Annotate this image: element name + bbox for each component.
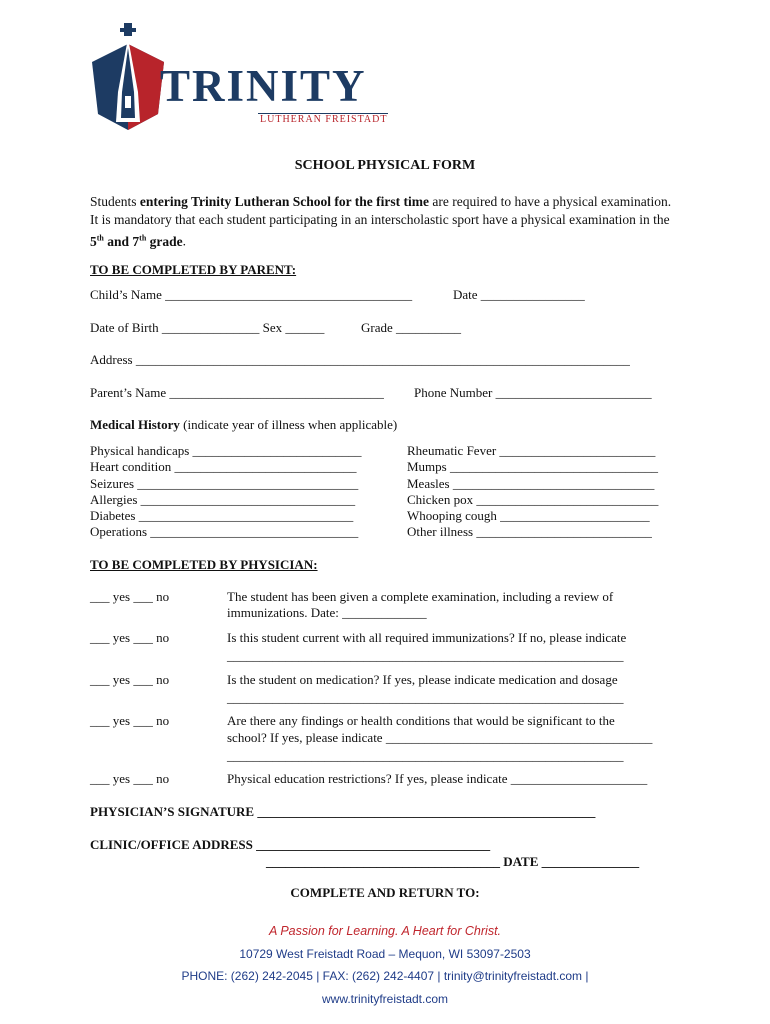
intro-emphasis: entering Trinity Lutheran School for the first time (139, 194, 429, 209)
logo-subtitle: LUTHERAN FREISTADT (260, 114, 388, 125)
yes-no-answer[interactable]: ___ yes ___ no (90, 630, 170, 645)
contact-info: PHONE: (262) 242-2045 | FAX: (262) 242-4407 | trinity@trinityfreistadt.com | (181, 969, 589, 983)
yes-no-answer[interactable]: ___ yes ___ no (90, 713, 170, 728)
yes-no-answer[interactable]: ___ yes ___ no (90, 771, 170, 786)
exam-date-field[interactable]: immunizations. Date: _____________ (227, 605, 427, 620)
question-immunizations-text: Is this student current with all required immunizations? If no, please indicate (227, 630, 627, 645)
medical-field-chicken-pox[interactable]: Chicken pox ____________________________ (407, 492, 659, 507)
physician-signature-field[interactable]: PHYSICIAN’S SIGNATURE ____________________________________________________ (90, 804, 596, 819)
parent-section-heading: TO BE COMPLETED BY PARENT: (90, 262, 297, 277)
medical-field-physical-handicaps[interactable]: Physical handicaps __________________________ (90, 443, 362, 458)
clinic-address-field[interactable]: CLINIC/OFFICE ADDRESS ____________________________________ (90, 837, 491, 852)
grade-word: grade (146, 233, 183, 249)
intro-paragraph (90, 193, 680, 251)
clinic-date-field[interactable]: ____________________________________ DATE _______________ (266, 854, 640, 869)
school-address: 10729 West Freistadt Road – Mequon, WI 53097-2503 (239, 947, 531, 961)
date-field[interactable]: Date ________________ (453, 287, 585, 302)
logo-wordmark: TRINITY (160, 61, 367, 111)
grade-five: 5 (90, 233, 97, 249)
pe-restrictions-field[interactable]: Physical education restrictions? If yes, please indicate _____________________ (227, 771, 648, 786)
ordinal-suffix: th (96, 233, 104, 242)
medical-field-heart-condition[interactable]: Heart condition ____________________________ (90, 459, 357, 474)
question-medication-text: Is the student on medication? If yes, please indicate medication and dosage (227, 672, 618, 687)
medical-field-allergies[interactable]: Allergies _________________________________ (90, 492, 356, 507)
question-findings-text: Are there any findings or health conditions that would be significant to the (227, 713, 615, 728)
ordinal-suffix: th (139, 233, 147, 242)
medical-field-measles[interactable]: Measles _______________________________ (407, 476, 655, 491)
findings-field[interactable]: school? If yes, please indicate _________________________________________ (227, 730, 653, 745)
medical-history-label: Medical History (90, 417, 180, 432)
parent-name-field[interactable]: Parent’s Name _________________________________ (90, 385, 384, 400)
intro-period: . (182, 233, 187, 249)
medical-field-whooping-cough[interactable]: Whooping cough _______________________ (407, 508, 650, 523)
church-steeple-shield-icon (88, 22, 168, 134)
immunizations-field[interactable]: _____________________________________________________________ (227, 648, 624, 663)
yes-no-answer[interactable]: ___ yes ___ no (90, 589, 170, 604)
address-field[interactable]: Address ____________________________________________________________________________ (90, 352, 630, 367)
form-title: SCHOOL PHYSICAL FORM (294, 158, 476, 173)
medical-history-note: (indicate year of illness when applicable) (179, 417, 398, 432)
intro-text: are required to have a physical examination. It is mandatory that each student participating in an interscholastic sport have a physical examination in the (90, 194, 672, 227)
medical-field-operations[interactable]: Operations ________________________________ (90, 524, 359, 539)
medical-field-diabetes[interactable]: Diabetes _________________________________ (90, 508, 354, 523)
grade-field[interactable]: Grade __________ (361, 320, 462, 335)
school-tagline: A Passion for Learning. A Heart for Christ. (268, 924, 502, 938)
medical-field-other-illness[interactable]: Other illness ___________________________ (407, 524, 652, 539)
physician-section-heading: TO BE COMPLETED BY PHYSICIAN: (90, 557, 318, 572)
medical-history-heading (90, 417, 397, 433)
phone-field[interactable]: Phone Number ________________________ (414, 385, 652, 400)
dob-sex-field[interactable]: Date of Birth _______________ Sex ______ (90, 320, 325, 335)
complete-return-heading: COMPLETE AND RETURN TO: (290, 885, 480, 900)
grade-seven: and 7 (103, 233, 140, 249)
findings-field-line-2[interactable]: _____________________________________________________________ (227, 748, 624, 763)
child-name-field[interactable]: Child’s Name ______________________________________ (90, 287, 413, 302)
intro-text: Students (90, 194, 140, 209)
yes-no-answer[interactable]: ___ yes ___ no (90, 672, 170, 687)
medication-field[interactable]: _____________________________________________________________ (227, 690, 624, 705)
website-link[interactable]: www.trinityfreistadt.com (321, 992, 449, 1006)
medical-field-rheumatic-fever[interactable]: Rheumatic Fever ________________________ (407, 443, 656, 458)
medical-field-seizures[interactable]: Seizures __________________________________ (90, 476, 359, 491)
school-logo (88, 22, 398, 134)
medical-field-mumps[interactable]: Mumps ________________________________ (407, 459, 658, 474)
question-exam-text: The student has been given a complete examination, including a review of (227, 589, 614, 604)
